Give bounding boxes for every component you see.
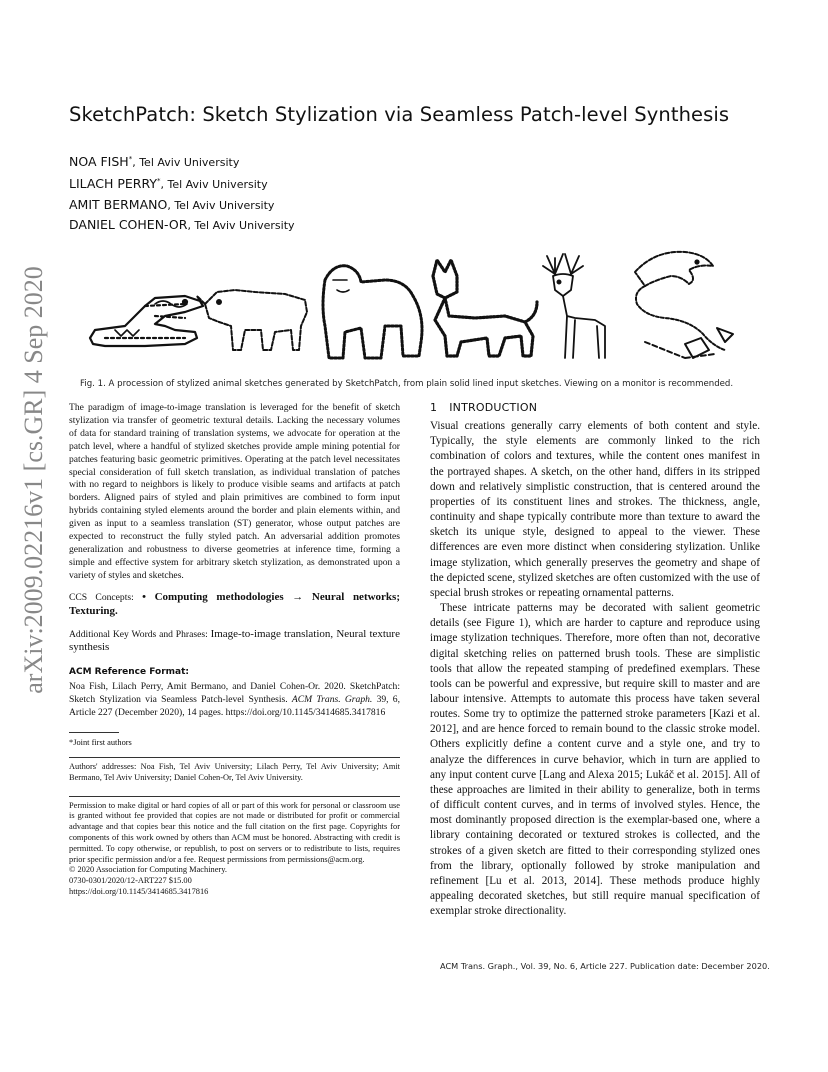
left-column (69, 402, 400, 898)
section-heading (430, 400, 760, 415)
gorilla-sketch (323, 266, 422, 358)
author-affiliation: , Tel Aviv University (187, 219, 295, 233)
author-1 (69, 150, 295, 172)
ccs-label: CCS Concepts: (69, 591, 143, 603)
deer-sketch (543, 254, 605, 358)
addresses-divider (69, 757, 400, 758)
figure-caption: Fig. 1. A procession of stylized animal sketches generated by SketchPatch, from plain solid lined input sketches. Viewing on a monitor is recommended. (80, 379, 734, 389)
author-affiliation: , Tel Aviv University (167, 198, 275, 212)
intro-paragraph-1: Visual creations generally carry elements of both content and style. Typically, the style elements are commonly linked to the rich combination of colors and textures, while the content ones manifest in the portrayed shapes. A sketch, on the other hand, differs in its stripped down and relatively simplistic construction, that is centered around the properties of its constituent lines and strokes. The thickness, angle, continuity and shape typically contribute more than texture to award the sketch its unique style, designed to appeal to the viewer. These differences are even more distinct when considering stylization. Unlike image stylization, which generally preserves the geometry and shape of the depicted scene, stylized sketches are often customized with the use of special brush strokes or repeating ornamental patterns. (430, 420, 760, 599)
crocodile-sketch (90, 296, 203, 346)
author-affiliation: , Tel Aviv University (132, 156, 240, 170)
doi-link[interactable]: https://doi.org/10.1145/3414685.3417816 (69, 886, 209, 896)
stylized-animals-figure (85, 246, 745, 364)
acm-reference (69, 681, 400, 720)
author-2 (69, 172, 295, 194)
joint-author-footnote: *Joint first authors (69, 737, 132, 747)
page-footer: ACM Trans. Graph., Vol. 39, No. 6, Article 227. Publication date: December 2020. (440, 961, 770, 971)
author-4 (69, 215, 295, 235)
issn-line: 0730-0301/2020/12-ART227 $15.00 (69, 876, 192, 886)
abstract: The paradigm of image-to-image translation is leveraged for the benefit of sketch stylization via transfer of geometric textural details. Lacking the necessary volumes of data for standard training of translation systems, we advocate for operation at the patch level, where a handful of stylized sketches provide ample mining potential for patches featuring basic geometric primitives. Operating at the patch level necessitates special consideration of full sketch translation, as individual translation of patches with no regard to neighbors is likely to produce visible seams and artifacts at patch borders. Aligned pairs of styled and plain primitives are combined to form input hybrids containing styled elements around the border and plain elements within, and given as input to a seamless translation (ST) generator, whose output patches are expected to reconstruct the fully styled patch. An adversarial addition promotes generalization and robustness to diverse geometries at inference time, forming a simple and effective system for arbitrary sketch stylization, as demonstrated upon a variety of styles and sketches. (69, 402, 400, 581)
ccs-concepts (69, 591, 400, 619)
keywords (69, 628, 400, 656)
acm-reference-heading: ACM Reference Format: (69, 667, 189, 678)
arxiv-identifier: arXiv:2009.02216v1 [cs.GR] 4 Sep 2020 (19, 266, 48, 694)
footnote-divider (69, 732, 119, 733)
joint-author-mark: * (156, 177, 161, 186)
author-list (69, 150, 295, 236)
keywords-label: Additional Key Words and Phrases: (69, 628, 211, 640)
author-name: NOA FISH (69, 154, 129, 170)
keywords-value: Image-to-image translation, Neural texture synthesis (69, 627, 400, 654)
section-number: 1 (430, 401, 438, 414)
intro-paragraph-2: These intricate patterns may be decorated with salient geometric details (see Figure 1), which are harder to capture and reproduce using image stylization techniques. Therefore, more often than not, decorative digital sketching relies on patterned brush tools. These are simplistic tools that allow the repeated stamping of predefined exemplars. These tools can be powerful and expressive, but require skill to master and are labour intensive. Attempts to automate this process have taken several routes. Some try to optimize the patterned stroke parameters [Kazi et al. 2012], and are hence forced to remain bound to the classic stroke model. Others explicitly define a content curve and a style one, and try to analyze the differences in curve behavior, which in turn are applied to any input content curve [Lang and Alexa 2015; Lukáč et al. 2015]. All of these approaches are limited in their ability to generalize, both in terms of difficult content curves, and in terms of involved styles. Hence, the most dominantly proposed direction is the exemplar-based one, where a library containing decorated or textured strokes is collected, and the strokes of a given sketch are fitted to their corresponding stylized ones from the library, optionally followed by stroke manipulation and refinement [Lu et al. 2013, 2014]. These methods produce highly appealing decorated sketches, but still require manual specification of exemplar stroke directionality. (430, 602, 760, 918)
wolf-sketch (433, 260, 537, 356)
acm-reference-tail: 39, 6, Article 227 (December 2020), 14 pages. https://doi.org/10.1145/3414685.3417816 (69, 694, 400, 719)
right-column (430, 400, 760, 919)
paper-title: SketchPatch: Sketch Stylization via Seamless Patch-level Synthesis (69, 103, 730, 126)
acm-reference-text: Noa Fish, Lilach Perry, Amit Bermano, and Daniel Cohen-Or. 2020. SketchPatch: Sketch Stylization via Seamless Patch-level Synthesis. (69, 681, 400, 706)
arxiv-stamp (6, 266, 62, 694)
author-name: LILACH PERRY (69, 176, 157, 192)
rhino-sketch (197, 290, 307, 350)
authors-addresses: Authors' addresses: Noa Fish, Tel Aviv University; Lilach Perry, Tel Aviv University; Amit Bermano, Tel Aviv University; Daniel Cohen-Or, Tel Aviv University. (69, 761, 400, 782)
section-title: INTRODUCTION (449, 401, 538, 414)
author-affiliation: , Tel Aviv University (160, 178, 268, 192)
joint-author-mark: * (128, 155, 133, 163)
ccs-value: • Computing methodologies → Neural networks; Texturing. (69, 590, 400, 617)
author-name: DANIEL COHEN-OR (69, 217, 188, 233)
author-3 (69, 195, 295, 215)
permission-notice: Permission to make digital or hard copies of all or part of this work for personal or classroom use is granted without fee provided that copies are not made or distributed for profit or commercial advantage and that copies bear this notice and the full citation on the first page. Copyrights for components of this work owned by others than ACM must be honored. Abstracting with credit is permitted. To copy otherwise, or republish, to post on servers or to redistribute to lists, requires prior specific permission and/or a fee. Request permissions from permissions@acm.org. (69, 800, 400, 864)
copyright-line: © 2020 Association for Computing Machinery. (69, 865, 227, 875)
acm-journal: ACM Trans. Graph. (291, 694, 373, 706)
author-name: AMIT BERMANO (69, 196, 168, 212)
permission-divider (69, 796, 400, 797)
dolphin-sketch (635, 252, 733, 358)
